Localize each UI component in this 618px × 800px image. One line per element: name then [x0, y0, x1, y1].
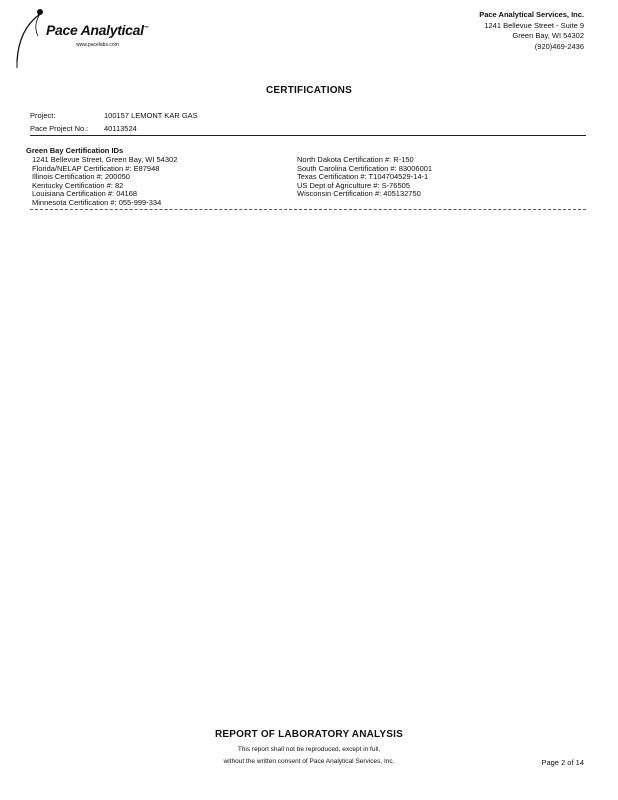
- certification-heading: Green Bay Certification IDs: [26, 146, 124, 155]
- report-title: REPORT OF LABORATORY ANALYSIS: [214, 729, 404, 740]
- logo-website: www.pacelabs.com: [76, 42, 119, 48]
- list-item: Minnesota Certification #: 055-999-334: [32, 197, 162, 207]
- certification-list-left: [32, 156, 177, 207]
- company-name: Pace Analytical Services, Inc.: [479, 10, 584, 19]
- logo-brand-text: Pace Analytical™: [46, 22, 149, 38]
- section-divider: [30, 135, 586, 136]
- list-item: Illinois Certification #: 200050: [32, 172, 130, 181]
- company-address-line2: Green Bay, WI 54302: [512, 31, 584, 40]
- pace-project-value: 40113524: [104, 124, 137, 133]
- list-item: US Dept of Agriculture #: S-76505: [297, 180, 410, 190]
- certification-list-right: [297, 156, 432, 199]
- list-item: Kentucky Certification #: 82: [32, 180, 124, 190]
- list-item: 1241 Bellevue Street, Green Bay, WI 54302: [32, 155, 178, 164]
- list-item: Wisconsin Certification #: 405132750: [297, 189, 421, 198]
- project-label: Project:: [30, 111, 56, 120]
- list-item: Texas Certification #: T104704529-14-1: [297, 172, 429, 181]
- page-number: Page 2 of 14: [541, 758, 584, 767]
- pace-project-label: Pace Project No.:: [30, 124, 89, 133]
- report-disclaimer-line1: This report shall not be reproduced, except in full,: [237, 746, 381, 753]
- company-phone: (920)469-2436: [534, 41, 584, 51]
- report-disclaimer-line2: without the written consent of Pace Analytical Services, Inc.: [223, 758, 395, 765]
- company-address-block: [479, 10, 584, 52]
- list-item: Louisiana Certification #: 04168: [32, 189, 138, 198]
- list-item: North Dakota Certification #: R-150: [297, 155, 414, 164]
- list-item: South Carolina Certification #: 83006001: [297, 163, 433, 173]
- project-value: 100157 LEMONT KAR GAS: [104, 111, 198, 120]
- list-item: Florida/NELAP Certification #: E87948: [32, 163, 160, 173]
- company-address-line1: 1241 Bellevue Street - Suite 9: [484, 20, 584, 30]
- page-title: CERTIFICATIONS: [266, 85, 352, 96]
- certification-divider: [30, 209, 586, 210]
